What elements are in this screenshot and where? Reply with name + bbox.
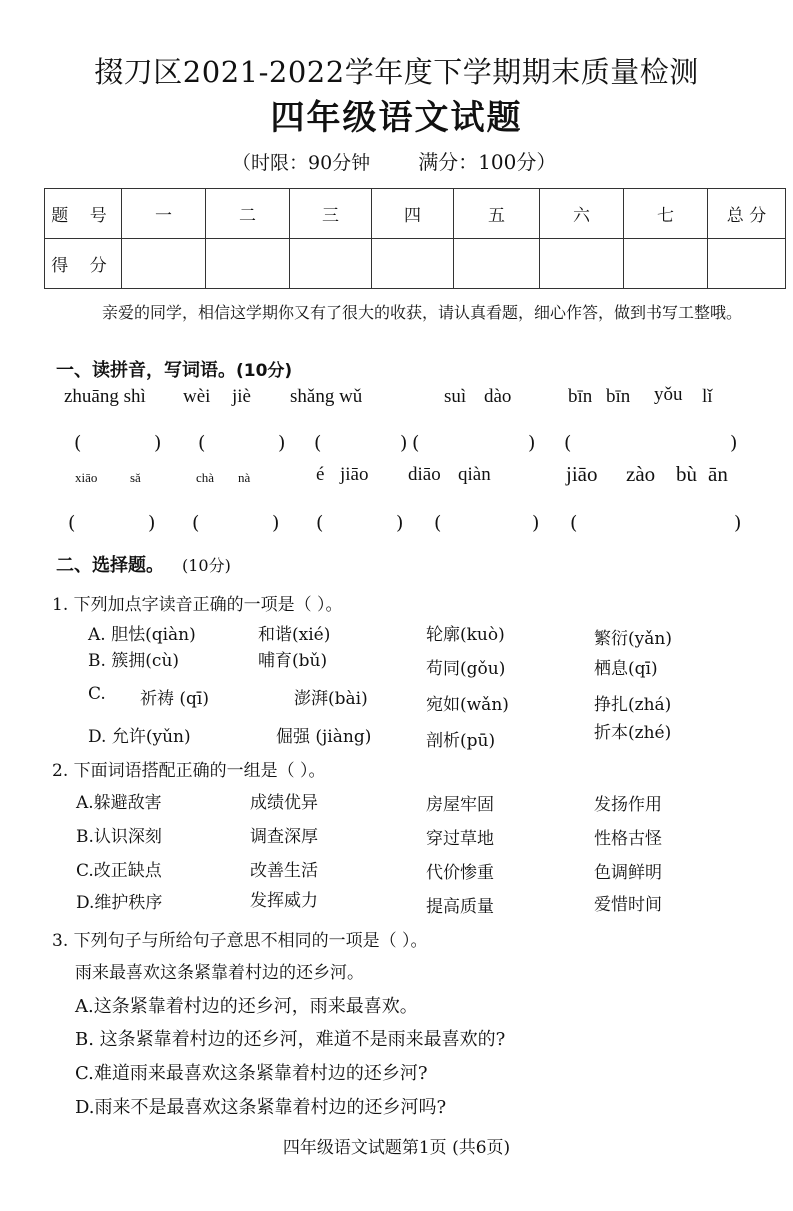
score-table-cell: 五 (454, 189, 540, 239)
score-table-cell: 得 分 (45, 239, 122, 289)
q1-option: 倔强 (jiàng) (276, 727, 372, 747)
score-input-cell[interactable] (624, 239, 708, 289)
page-footer: 四年级语文试题第1页 (共6页) (282, 1138, 511, 1158)
pinyin: lǐ (702, 386, 713, 407)
q1-option: 栖息(qī) (594, 659, 658, 679)
pinyin: jiāo (340, 464, 369, 485)
q2-option: D.维护秩序 (76, 893, 163, 913)
answer-paren-open: ( (570, 512, 578, 534)
exam-title-line2: 四年级语文试题 (270, 98, 523, 138)
score-table-cell: 四 (372, 189, 454, 239)
pinyin: sǎ (130, 470, 141, 485)
score-input-cell[interactable] (372, 239, 454, 289)
section1-points: (10分) (236, 361, 293, 381)
answer-paren-open: ( (412, 432, 420, 454)
answer-paren-close: ) (148, 512, 156, 534)
pinyin: wèi (183, 386, 211, 407)
q1-option: A. 胆怯(qiàn) (88, 625, 196, 645)
q3-option: C.难道雨来最喜欢这条紧靠着村边的还乡河? (75, 1063, 428, 1084)
question-3-stem: 3. 下列句子与所给句子意思不相同的一项是（ ）。 (52, 931, 428, 951)
score-table-cell: 三 (290, 189, 372, 239)
pinyin: yǒu (654, 384, 683, 405)
score-table-cell: 题 号 (45, 189, 122, 239)
q1-option: D. 允许(yǔn) (88, 727, 191, 747)
pinyin: diāo (408, 464, 441, 485)
answer-paren-close: ) (396, 512, 404, 534)
q2-option: 改善生活 (250, 861, 318, 881)
q1-option: 苟同(gǒu) (426, 659, 506, 679)
exam-subtitle (232, 146, 556, 175)
pinyin: bīn (606, 386, 631, 407)
pinyin: bīn (568, 386, 593, 407)
q1-option: 剖析(pū) (426, 731, 496, 751)
score-input-cell[interactable] (122, 239, 206, 289)
q1-option: C. (88, 684, 106, 704)
pinyin: ān (708, 462, 728, 486)
time-limit: （时限：90分钟 (232, 152, 371, 174)
q1-option: B. 簇拥(cù) (88, 651, 180, 671)
score-input-cell[interactable] (454, 239, 540, 289)
score-table-cell: 总 分 (708, 189, 786, 239)
score-table-cell: 一 (122, 189, 206, 239)
score-table-header-row (45, 189, 786, 239)
score-table-cell: 二 (206, 189, 290, 239)
answer-paren-open: ( (564, 432, 572, 454)
pinyin: zhuāng shì (64, 386, 146, 407)
pinyin-row-1 (0, 386, 793, 416)
pinyin-row-2-big (0, 462, 793, 492)
section2-points: (10分) (182, 556, 231, 575)
answer-row-2 (0, 512, 793, 542)
pinyin: é (316, 464, 325, 485)
answer-paren-open: ( (68, 512, 76, 534)
answer-paren-close: ) (528, 432, 536, 454)
pinyin: shǎng wǔ (290, 386, 363, 407)
question-2-stem: 2. 下面词语搭配正确的一组是（ ）。 (52, 761, 326, 781)
q2-option: 成绩优异 (250, 793, 318, 813)
q2-option: 代价惨重 (426, 863, 494, 883)
pinyin: jiè (232, 386, 251, 407)
q1-option: 祈祷 (qī) (140, 689, 209, 709)
score-table-score-row (45, 239, 786, 289)
q2-option: C.改正缺点 (76, 861, 162, 881)
q3-option: B. 这条紧靠着村边的还乡河，难道不是雨来最喜欢的? (75, 1029, 506, 1050)
q2-option: 性格古怪 (594, 829, 662, 849)
pinyin: chà (196, 470, 215, 485)
answer-paren-open: ( (198, 432, 206, 454)
pinyin: zào (626, 462, 656, 486)
answer-paren-close: ) (154, 432, 162, 454)
answer-paren-close: ) (272, 512, 280, 534)
answer-row-1 (0, 432, 793, 462)
answer-paren-open: ( (434, 512, 442, 534)
q1-option: 挣扎(zhá) (594, 695, 672, 715)
pinyin: bù (676, 462, 697, 486)
answer-paren-close: ) (532, 512, 540, 534)
q3-given-sentence: 雨来最喜欢这条紧靠着村边的还乡河。 (75, 963, 364, 983)
pinyin: dào (484, 386, 512, 407)
q1-option: 轮廓(kuò) (426, 625, 505, 645)
section2-heading: 二、选择题。 (56, 555, 164, 576)
q1-option: 澎湃(bài) (294, 689, 368, 709)
answer-paren-open: ( (314, 432, 322, 454)
section1-heading: 一、读拼音，写词语。 (56, 360, 236, 381)
full-score: 满分：100分） (418, 150, 557, 174)
q2-option: 房屋牢固 (426, 795, 494, 815)
score-input-cell[interactable] (540, 239, 624, 289)
q2-option: 发扬作用 (594, 795, 662, 815)
answer-paren-close: ) (730, 432, 738, 454)
answer-paren-close: ) (400, 432, 408, 454)
score-input-cell[interactable] (206, 239, 290, 289)
answer-paren-open: ( (316, 512, 324, 534)
q1-option: 和谐(xié) (258, 625, 331, 645)
pinyin: nà (238, 470, 251, 485)
q1-option: 哺育(bǔ) (258, 651, 328, 671)
q2-option: 提高质量 (426, 897, 494, 917)
intro-text: 亲爱的同学，相信这学期你又有了很大的收获，请认真看题，细心作答，做到书写工整哦。 (102, 303, 743, 322)
score-input-cell[interactable] (708, 239, 786, 289)
pinyin: qiàn (458, 464, 491, 485)
q3-option: D.雨来不是最喜欢这条紧靠着村边的还乡河吗? (75, 1097, 447, 1118)
q1-option: 宛如(wǎn) (426, 695, 509, 715)
q2-option: 调查深厚 (250, 827, 318, 847)
q2-option: B.认识深刻 (76, 827, 162, 847)
q3-option: A.这条紧靠着村边的还乡河，雨来最喜欢。 (75, 996, 418, 1017)
question-1-stem: 1. 下列加点字读音正确的一项是（ ）。 (52, 595, 343, 615)
answer-paren-open: ( (74, 432, 82, 454)
q1-option: 折本(zhé) (594, 723, 672, 743)
q1-option: 繁衍(yǎn) (594, 629, 672, 649)
q2-option: 爱惜时间 (594, 895, 662, 915)
score-table (44, 188, 786, 289)
score-table-cell: 六 (540, 189, 624, 239)
exam-title-line1: 掇刀区2021-2022学年度下学期期末质量检测 (94, 55, 699, 89)
answer-paren-close: ) (278, 432, 286, 454)
pinyin: jiāo (566, 462, 598, 486)
q2-option: 色调鲜明 (594, 863, 662, 883)
pinyin: xiāo (75, 470, 98, 485)
q2-option: 发挥威力 (250, 891, 318, 911)
q2-option: 穿过草地 (426, 829, 494, 849)
answer-paren-close: ) (734, 512, 742, 534)
section2-title (56, 551, 231, 577)
score-input-cell[interactable] (290, 239, 372, 289)
q2-option: A.躲避敌害 (76, 793, 162, 813)
score-table-cell: 七 (624, 189, 708, 239)
section1-title (56, 356, 292, 382)
pinyin: suì (444, 386, 467, 407)
answer-paren-open: ( (192, 512, 200, 534)
